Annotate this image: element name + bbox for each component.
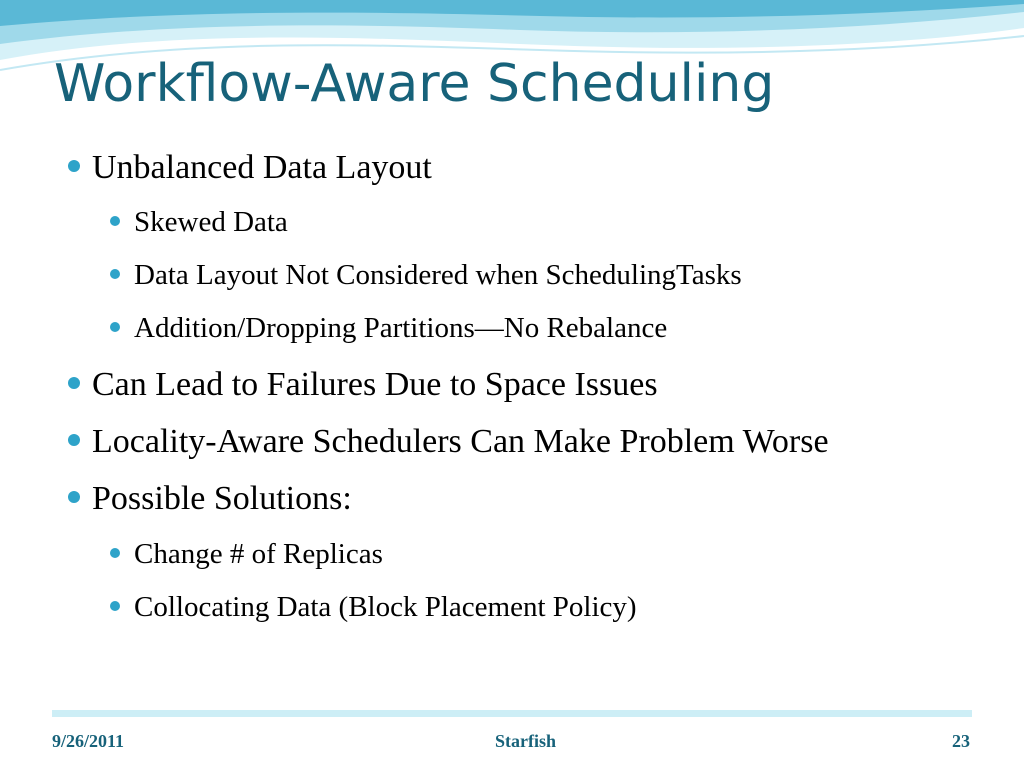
bullet-dot-icon (110, 216, 120, 226)
bullet-text: Skewed Data (134, 206, 288, 238)
bullet-dot-icon (68, 377, 80, 389)
bullet-item (92, 479, 352, 519)
bullet-item (92, 148, 432, 188)
sub-bullet-item (134, 205, 288, 239)
sub-bullet-item (134, 537, 383, 571)
bullet-dot-icon (110, 601, 120, 611)
bullet-dot-icon (68, 491, 80, 503)
bullet-dot-icon (110, 269, 120, 279)
footer-divider (52, 710, 972, 717)
sub-bullet-item (134, 311, 667, 345)
bullet-item (92, 422, 829, 462)
bullet-text: Addition/Dropping Partitions—No Rebalance (134, 312, 668, 344)
footer-presentation-name: Starfish (495, 731, 557, 751)
bullet-dot-icon (110, 548, 120, 558)
bullet-text: Collocating Data (Block Placement Policy) (134, 591, 637, 623)
footer-date: 9/26/2011 (52, 731, 125, 751)
slide-title: Workflow-Aware Scheduling (54, 54, 775, 114)
bullet-text: Can Lead to Failures Due to Space Issues (92, 366, 658, 403)
sub-bullet-item (134, 258, 742, 292)
bullet-dot-icon (68, 434, 80, 446)
bullet-text: Unbalanced Data Layout (92, 149, 432, 186)
bullet-item (92, 365, 658, 405)
bullet-text: Possible Solutions: (92, 480, 352, 517)
footer-page-number: 23 (952, 731, 970, 751)
bullet-dot-icon (68, 160, 80, 172)
bullet-text: Change # of Replicas (134, 538, 383, 570)
sub-bullet-item (134, 590, 637, 624)
bullet-text: Locality-Aware Schedulers Can Make Problem Worse (92, 423, 829, 460)
bullet-dot-icon (110, 322, 120, 332)
bullet-text: Data Layout Not Considered when SchedulingTasks (134, 259, 742, 291)
